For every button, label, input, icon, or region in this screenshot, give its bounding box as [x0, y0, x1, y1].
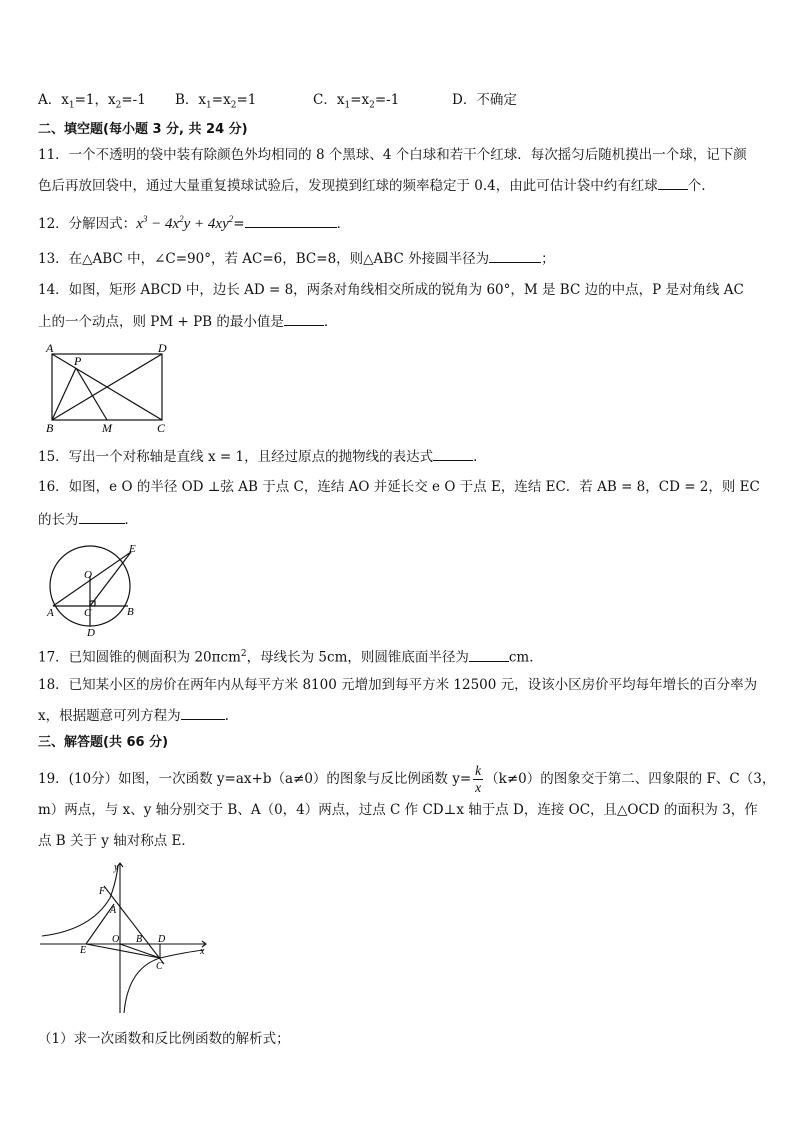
label-B: B	[127, 606, 134, 618]
q18-line1: 18．已知某小区的房价在两年内从每平方米 8100 元增加到每平方米 12500 元，设该小区房价平均每年增长的百分率为	[38, 677, 758, 693]
label-O: O	[112, 934, 120, 945]
label-E: E	[129, 543, 136, 555]
option-d: D．不确定	[452, 92, 517, 108]
label-A: A	[110, 905, 117, 916]
label-C: C	[84, 607, 92, 619]
label-A: A	[47, 607, 54, 619]
q19-subquestion-1: （1）求一次函数和反比例函数的解析式；	[38, 1031, 290, 1047]
label-F: F	[99, 886, 106, 897]
answer-blank	[181, 705, 225, 720]
q16-line2: 的长为 ．	[38, 509, 138, 530]
q15: 15．写出一个对称轴是直线 x = 1，且经过原点的抛物线的表达式 ．	[38, 446, 487, 467]
label-y: y	[114, 862, 119, 873]
fraction-k-over-x: $\frac{k}{x}$	[475, 763, 482, 795]
q11-line2: 色后再放回袋中，通过大量重复摸球试验后，发现摸到红球的频率稳定于 0.4，由此可估计袋中约有红球 个.	[38, 175, 706, 196]
label-M: M	[102, 421, 112, 435]
option-c: C．$x_1=x_2=-1$	[313, 92, 400, 111]
label-C: C	[157, 421, 166, 435]
q14-rectangle-figure	[40, 340, 180, 435]
answer-blank	[284, 311, 324, 326]
q19-line1: 19．(10分）如图，一次函数 y=ax+b（a≠0）的图象与反比例函数 y= $\frac{k}{x}$ （k≠0）的图象交于第二、四象限的 F、C（3，	[38, 763, 776, 795]
q18-line2: x，根据题意可列方程为 .	[38, 705, 229, 726]
q19-line3: 点 B 关于 y 轴对称点 E．	[38, 833, 195, 849]
label-B: B	[136, 934, 143, 945]
option-b: B．$x_1=x_2=1$	[175, 92, 257, 111]
q14-line1: 14．如图，矩形 ABCD 中，边长 AD = 8，两条对角线相交所成的锐角为 60°，M 是 BC 边的中点，P 是对角线 AC	[38, 282, 744, 298]
q17: 17．已知圆锥的侧面积为 20πcm$^2$，母线长为 5cm，则圆锥底面半径为 cm．	[38, 644, 543, 668]
q13: 13．在△ABC 中，∠C=90°，若 AC=6，BC=8，则△ABC 外接圆半径为 ；	[38, 248, 555, 269]
label-D: D	[158, 934, 166, 945]
q12: 12．分解因式：$x^3 - 4x^2y + 4xy^2=$ ．	[38, 214, 351, 232]
answer-blank	[658, 175, 688, 190]
label-A: A	[46, 341, 54, 355]
q11-line1: 11．一个不透明的袋中装有除颜色外均相同的 8 个黑球、4 个白球和若干个红球．每次摇匀后随机摸出一个球，记下颜	[38, 147, 747, 163]
section-heading-fill-in: 二、填空题(每小题 3 分, 共 24 分)	[38, 122, 248, 137]
option-a: A．$x_1=1$，$x_2=-1$	[38, 92, 146, 111]
q16-line1: 16．如图，e O 的半径 OD ⊥弦 AB 于点 C，连结 AO 并延长交 e O 于点 E，连结 EC．若 AB = 8，CD = 2，则 EC	[38, 479, 760, 495]
label-O: O	[84, 569, 92, 581]
section-heading-solve: 三、解答题(共 66 分)	[38, 735, 169, 750]
label-D: D	[158, 341, 167, 355]
answer-blank	[489, 248, 541, 263]
q19-coordinate-figure	[36, 858, 216, 1018]
label-P: P	[74, 354, 82, 368]
q16-circle-figure	[40, 540, 150, 638]
answer-blank	[79, 509, 125, 524]
answer-blank	[433, 446, 473, 461]
label-D: D	[87, 627, 95, 638]
label-E: E	[80, 945, 87, 956]
label-C: C	[156, 961, 163, 972]
label-x: x	[200, 946, 205, 957]
answer-blank	[469, 647, 509, 662]
q19-line2: m）两点，与 x、y 轴分别交于 B、A（0，4）两点，过点 C 作 CD⊥x 轴于点 D，连接 OC，且△OCD 的面积为 3，作	[38, 802, 758, 818]
answer-blank	[245, 213, 337, 228]
q14-line2: 上的一个动点，则 PM + PB 的最小值是 ．	[38, 311, 337, 332]
label-B: B	[46, 421, 54, 435]
